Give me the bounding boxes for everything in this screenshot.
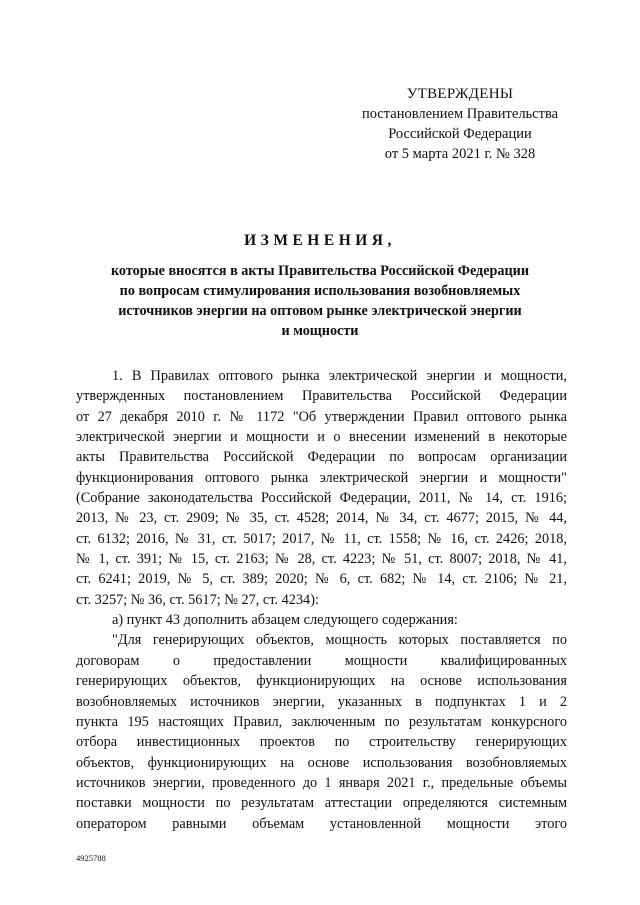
document-body bbox=[76, 366, 567, 834]
footer-code: 4925788 bbox=[76, 853, 106, 863]
body-line: 1. В Правилах оптового рынка электрической энергии и мощности, bbox=[112, 368, 567, 384]
approval-heading: УТВЕРЖДЕНЫ bbox=[406, 86, 514, 102]
body-line: № 1, ст. 391; № 15, ст. 2163; № 28, ст. 4223; № 51, ст. 8007; 2018, № 41, bbox=[76, 551, 567, 568]
body-line: "Для генерирующих объектов, мощность которых поставляется по bbox=[112, 632, 567, 649]
body-line: генерирующих объектов, функционирующих на основе использования bbox=[76, 673, 567, 690]
document-subtitle bbox=[60, 261, 580, 341]
body-line: 2013, № 23, ст. 2909; № 35, ст. 4528; 2014, № 34, ст. 4677; 2015, № 44, bbox=[76, 510, 567, 527]
body-line: оператором равными объемам установленной мощности этого bbox=[76, 815, 567, 832]
body-line: отбора инвестиционных проектов по строительству генерирующих bbox=[76, 734, 567, 751]
body-line: поставки мощности по результатам аттестации определяются системным bbox=[76, 795, 567, 812]
body-line: (Собрание законодательства Российской Федерации, 2011, № 14, ст. 1916; bbox=[76, 490, 567, 507]
body-line: источников энергии, проведенного до 1 января 2021 г., предельные объемы bbox=[76, 774, 567, 791]
subtitle-line: источников энергии на оптовом рынке электрической энергии bbox=[118, 303, 522, 319]
subtitle-line: и мощности bbox=[281, 323, 359, 339]
body-line: от 27 декабря 2010 г. № 1172 "Об утверждении Правил оптового рынка bbox=[76, 408, 567, 425]
approval-block bbox=[350, 84, 570, 164]
body-line: электрической энергии и мощности и о внесении изменений в некоторые bbox=[76, 429, 567, 446]
approval-line: от 5 марта 2021 г. № 328 bbox=[384, 146, 536, 162]
body-line: ст. 3257; № 36, ст. 5617; № 27, ст. 4234): bbox=[76, 591, 319, 608]
body-line: ст. 6132; 2016, № 31, ст. 5017; 2017, № 11, ст. 1558; № 16, ст. 2426; 2018, bbox=[76, 530, 567, 547]
approval-line: Российской Федерации bbox=[388, 126, 532, 142]
approval-line: постановлением Правительства bbox=[361, 106, 559, 122]
body-line: ст. 6241; 2019, № 5, ст. 389; 2020; № 6, ст. 682; № 14, ст. 2106; № 21, bbox=[76, 571, 567, 588]
subtitle-line: которые вносятся в акты Правительства Российской Федерации bbox=[110, 263, 530, 279]
document-title: ИЗМЕНЕНИЯ, bbox=[244, 232, 396, 249]
body-line: а) пункт 43 дополнить абзацем следующего содержания: bbox=[112, 612, 458, 629]
body-line: акты Правительства Российской Федерации по вопросам организации bbox=[76, 449, 567, 466]
body-line: объектов, функционирующих на основе использования возобновляемых bbox=[76, 754, 567, 771]
body-line: функционирования оптового рынка электрической энергии и мощности" bbox=[76, 469, 567, 486]
body-line: договорам о предоставлении мощности квалифицированных bbox=[76, 652, 567, 669]
body-line: пункта 195 настоящих Правил, заключенным по результатам конкурсного bbox=[76, 713, 567, 730]
body-line: возобновляемых источников энергии, указанных в подпунктах 1 и 2 bbox=[76, 693, 567, 710]
body-line: утвержденных постановлением Правительства Российской Федерации bbox=[76, 388, 567, 405]
subtitle-line: по вопросам стимулирования использования возобновляемых bbox=[119, 283, 521, 299]
